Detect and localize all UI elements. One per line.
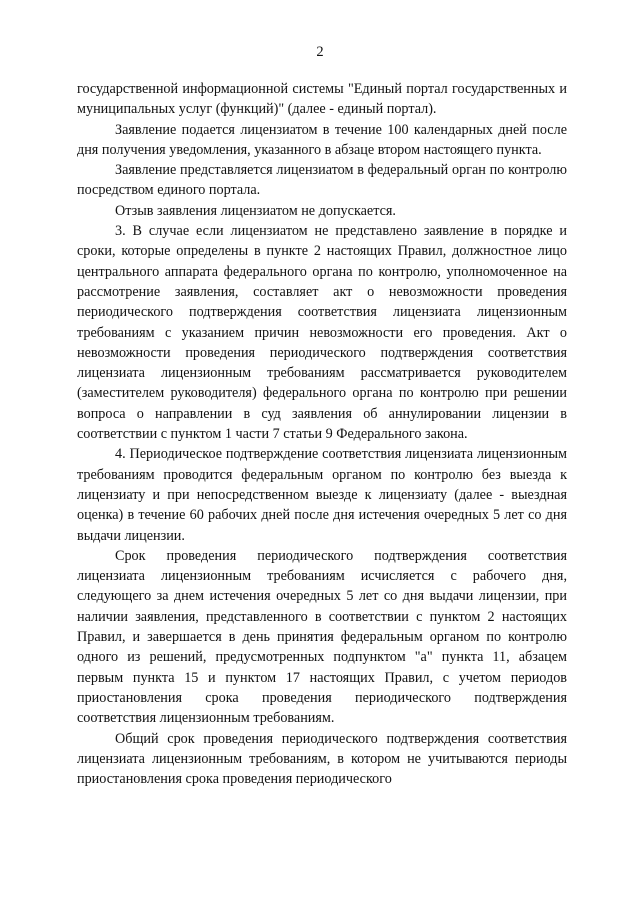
paragraph-item-4: 4. Периодическое подтверждение соответствия лицензиата лицензионным требованиям проводится федеральным органом по контролю без выезда к лицензиату и при непосредственном выезде к лицензиату (далее - выездная оценка) в течение 60 рабочих дней после дня истечения очередных 5 лет со дня выдачи лицензии. <box>77 446 567 544</box>
paragraph-continuation: государственной информационной системы "Единый портал государственных и муниципальных услуг (функций)" (далее - единый портал). <box>77 81 567 118</box>
page-number: 2 <box>316 44 324 60</box>
paragraph-period-calculation: Срок проведения периодического подтверждения соответствия лицензиата лицензионным требованиям исчисляется с рабочего дня, следующего за днем истечения очередных 5 лет со дня выдачи лицензии, при наличии заявления, представленного в соответствии с пунктом 2 настоящих Правил, и завершается в день принятия федеральным органом по контролю одного из решений, предусмотренных подпунктом "а" пункта 11, абзацем первым пункта 15 и пунктом 17 настоящих Правил, с учетом периодов приостановления срока проведения периодического подтверждения соответствия лицензионным требованиям. <box>77 547 567 727</box>
paragraph-application-submission: Заявление представляется лицензиатом в федеральный орган по контролю посредством единого портала. <box>77 162 567 199</box>
document-body <box>77 79 567 789</box>
paragraph-item-3: 3. В случае если лицензиатом не представлено заявление в порядке и сроки, которые определены в пункте 2 настоящих Правил, должностное лицо центрального аппарата федерального органа по контролю, уполномоченное на рассмотрение заявления, составляет акт о невозможности проведения периодического подтверждения соответствия лицензиата лицензионным требованиям с указанием причин невозможности его проведения. Акт о невозможности проведения периодического подтверждения соответствия лицензиата лицензионным требованиям рассматривается руководителем (заместителем руководителя) федерального органа по контролю при решении вопроса о направлении в суд заявления об аннулировании лицензии в соответствии с пунктом 1 части 7 статьи 9 Федерального закона. <box>77 223 567 443</box>
paragraph-withdrawal: Отзыв заявления лицензиатом не допускается. <box>115 202 396 219</box>
paragraph-total-period: Общий срок проведения периодического подтверждения соответствия лицензиата лицензионным требованиям, в котором не учитываются периоды приостановления срока проведения периодического <box>77 730 567 788</box>
paragraph-application-deadline: Заявление подается лицензиатом в течение 100 календарных дней после дня получения уведомления, указанного в абзаце втором настоящего пункта. <box>77 121 567 158</box>
